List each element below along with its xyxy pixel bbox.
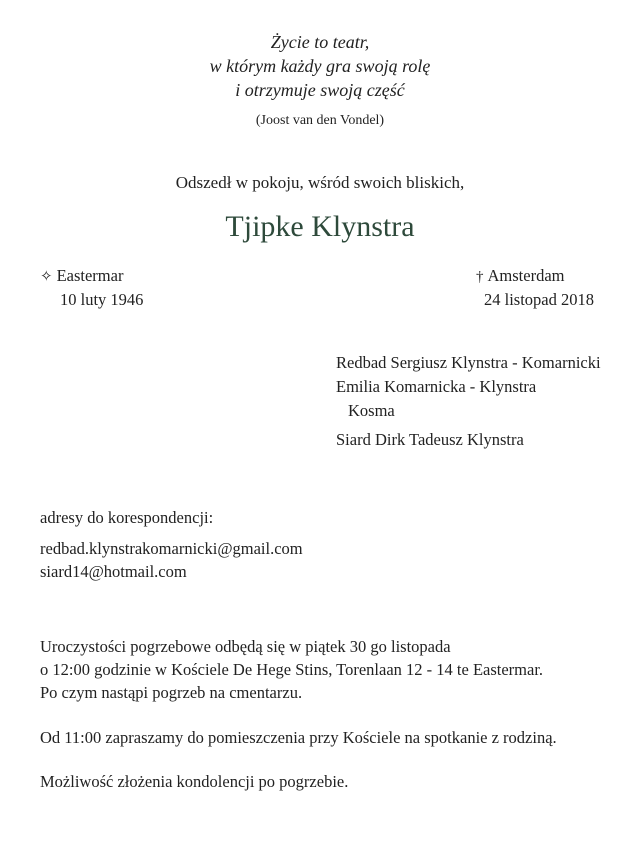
- funeral-line-1: Uroczystości pogrzebowe odbędą się w piątek 30 go listopada: [40, 637, 451, 656]
- quote-line-2: w którym każdy gra swoją rolę: [209, 56, 431, 76]
- funeral-line-2: o 12:00 godzinie w Kościele De Hege Stins, Torenlaan 12 - 14 te Eastermar.: [40, 660, 544, 679]
- birth-place-text: Eastermar: [56, 266, 124, 285]
- condolences-text: Możliwość złożenia kondolencji po pogrzebie.: [40, 772, 349, 791]
- quote-line-3: i otrzymuje swoją część: [235, 80, 405, 100]
- funeral-line-3: Po czym nastąpi pogrzeb na cmentarzu.: [40, 683, 303, 702]
- email-2: siard14@hotmail.com: [40, 562, 187, 581]
- email-1: redbad.klynstrakomarnicki@gmail.com: [40, 539, 303, 558]
- death-place: [476, 264, 564, 289]
- cross-icon: †: [476, 269, 484, 285]
- birth-date: 10 luty 1946: [60, 290, 144, 309]
- family-member-2: Emilia Komarnicka - Klynstra: [336, 377, 537, 396]
- death-date: 24 listopad 2018: [484, 290, 594, 309]
- quote-author: (Joost van den Vondel): [255, 113, 385, 128]
- birth-place: [40, 264, 123, 289]
- family-member-3: Kosma: [348, 401, 395, 420]
- intro-text: Odszedł w pokoju, wśród swoich bliskich,: [175, 173, 465, 192]
- deceased-name: Tjipke Klynstra: [225, 210, 415, 243]
- death-place-text: Amsterdam: [487, 266, 565, 285]
- family-member-1: Redbad Sergiusz Klynstra - Komarnicki: [336, 353, 601, 372]
- meeting-text: Od 11:00 zapraszamy do pomieszczenia przy Kościele na spotkanie z rodziną.: [40, 728, 557, 747]
- correspondence-label: adresy do korespondencji:: [40, 508, 214, 527]
- family-member-4: Siard Dirk Tadeusz Klynstra: [336, 430, 524, 449]
- star-icon: ✧: [40, 269, 53, 285]
- quote-line-1: Życie to teatr,: [270, 32, 370, 52]
